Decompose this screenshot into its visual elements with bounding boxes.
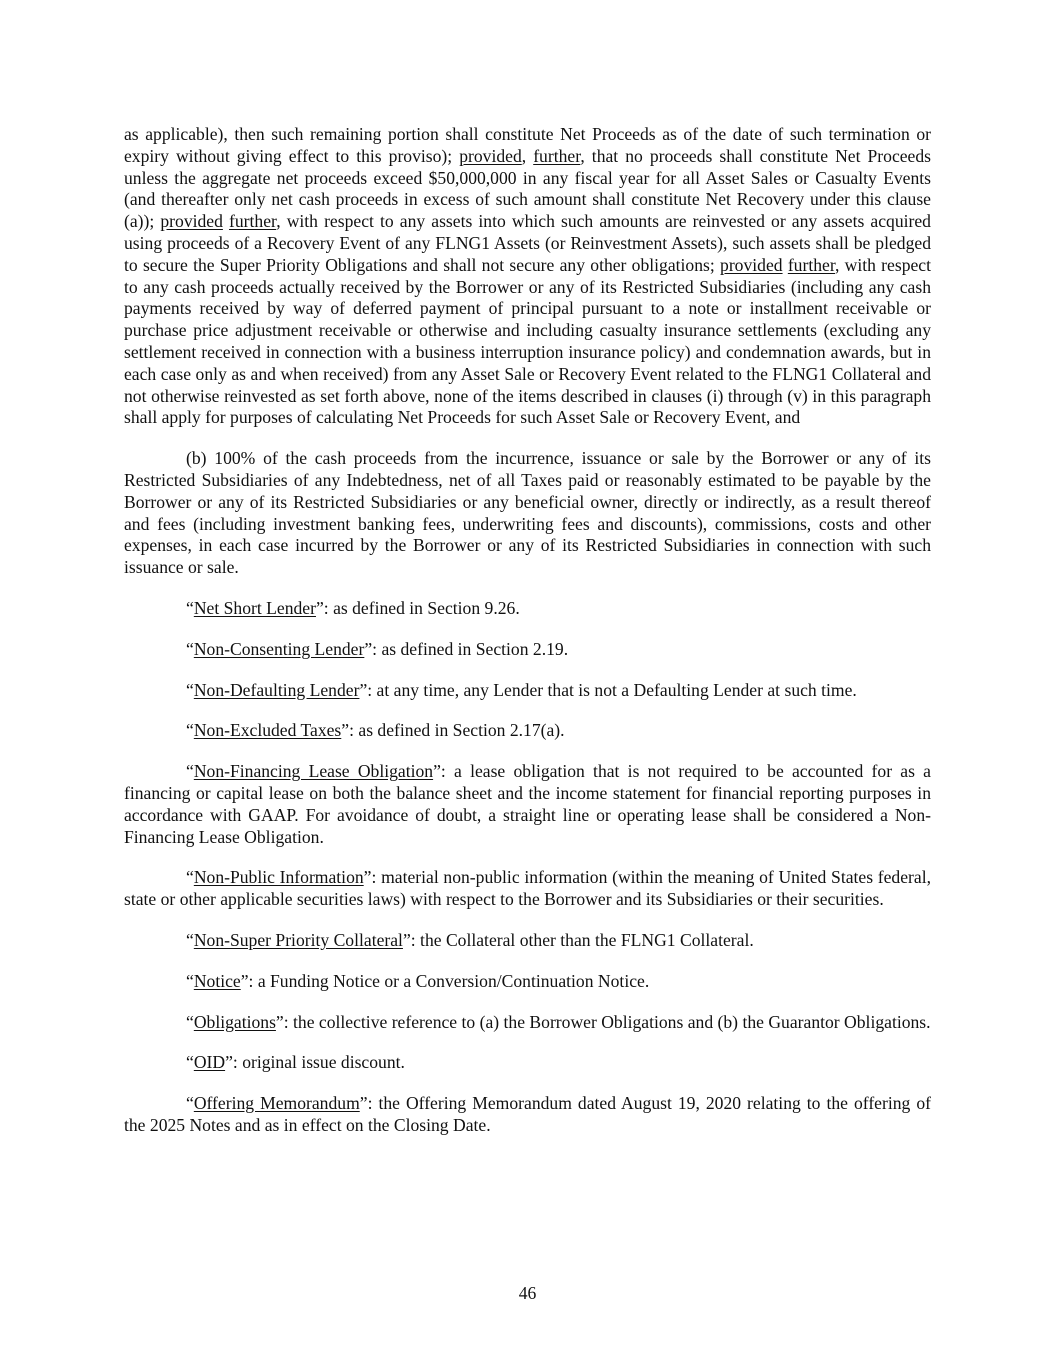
- definition-notice: [124, 971, 931, 993]
- definition-offering-memorandum: [124, 1093, 931, 1137]
- open-quote: “: [186, 720, 194, 741]
- definition-text: : at any time, any Lender that is not a Defaulting Lender at such time.: [367, 679, 857, 700]
- defined-term: Net Short Lender: [193, 597, 316, 618]
- defined-term: Non-Consenting Lender: [193, 638, 365, 659]
- net-proceeds-clause-a-continuation: [124, 124, 931, 429]
- provided-term: provided: [160, 211, 223, 232]
- defined-term: Non-Super Priority Collateral: [193, 929, 403, 950]
- provided-term: provided: [459, 145, 522, 166]
- open-quote: “: [186, 597, 194, 618]
- open-quote: “: [186, 929, 194, 950]
- definition-non-financing-lease-obligation: [124, 761, 931, 848]
- text-run: , with respect to any assets into which such amounts are reinvested or any assets acquired using proceeds of a Recovery Event of any FLNG1 Assets (or Reinvestment Assets), such assets shall be pledged to secure the Super Priority Obligations and shall not secure any other obligations;: [124, 211, 931, 275]
- definition-text: : as defined in Section 2.17(a).: [349, 720, 565, 741]
- definition-text: : as defined in Section 9.26.: [323, 597, 520, 618]
- close-quote: ”: [433, 761, 441, 782]
- close-quote: ”: [364, 638, 373, 659]
- close-quote: ”: [225, 1052, 233, 1073]
- close-quote: ”: [363, 867, 372, 888]
- text-run: ,: [521, 145, 534, 166]
- text-run: , with respect to any cash proceeds actually received by the Borrower or any of its Restricted Subsidiaries (including any cash payments received by way of deferred payment of principal pursuant to a note or installment receivable or purchase price adjustment receivable or otherwise and including casualty insurance settlements (excluding any settlement received in connection with a business interruption insurance policy) and condemnation awards, but in each case only as and when received) from any Asset Sale or Recovery Event related to the FLNG1 Collateral and not otherwise reinvested as set forth above, none of the items described in clauses (i) through (v) in this paragraph shall apply for purposes of calculating Net Proceeds for such Asset Sale or Recovery Event, and: [124, 254, 932, 428]
- definition-obligations: [124, 1012, 931, 1034]
- definition-non-consenting-lender: [124, 639, 931, 661]
- open-quote: “: [186, 679, 194, 700]
- document-page: [124, 124, 931, 1156]
- open-quote: “: [186, 1052, 194, 1073]
- defined-term: Non-Excluded Taxes: [193, 720, 342, 741]
- definition-non-public-information: [124, 867, 931, 911]
- close-quote: ”: [341, 720, 350, 741]
- close-quote: ”: [240, 970, 249, 991]
- close-quote: ”: [359, 679, 368, 700]
- open-quote: “: [186, 1093, 194, 1114]
- definition-text: : the collective reference to (a) the Borrower Obligations and (b) the Guarantor Obligations.: [283, 1011, 931, 1032]
- definition-text: : the Offering Memorandum dated August 19, 2020 relating to the offering of the 2025 Notes and as in effect on the Closing Date.: [124, 1093, 931, 1135]
- close-quote: ”: [315, 597, 324, 618]
- definition-non-excluded-taxes: [124, 720, 931, 742]
- definition-text: : material non-public information (within the meaning of United States federal, state or other applicable securities laws) with respect to the Borrower and its Subsidiaries or their securities.: [124, 867, 931, 910]
- defined-term: OID: [193, 1052, 226, 1073]
- text-run: , that no proceeds shall constitute Net Proceeds unless the aggregate net proceeds exceed $50,000,000 in any fiscal year for all Asset Sales or Casualty Events (and thereafter only net cash proceeds in excess of such amount shall constitute Net Recovery under this clause (a));: [124, 145, 932, 232]
- defined-term: Non-Public Information: [193, 867, 364, 888]
- close-quote: ”: [359, 1093, 368, 1114]
- text-run: as applicable), then such remaining portion shall constitute Net Proceeds as of the date of such termination or expiry without giving effect to this proviso);: [124, 124, 931, 166]
- further-term: further: [229, 211, 277, 232]
- definition-non-super-priority-collateral: [124, 930, 931, 952]
- further-term: further: [787, 254, 835, 275]
- definition-text: : as defined in Section 2.19.: [372, 638, 569, 659]
- net-proceeds-clause-b: (b) 100% of the cash proceeds from the incurrence, issuance or sale by the Borrower or any of its Restricted Subsidiaries of any Indebtedness, net of all Taxes paid or reasonably estimated to be payable by the Borrower or any of its Restricted Subsidiaries or any beneficial owner, directly or indirectly, as a result thereof and fees (including investment banking fees, underwriting fees and discounts), commissions, costs and other expenses, in each case incurred by the Borrower or any of its Restricted Subsidiaries in connection with such issuance or sale.: [124, 448, 931, 578]
- open-quote: “: [186, 1011, 194, 1032]
- definition-text: : the Collateral other than the FLNG1 Collateral.: [410, 929, 754, 950]
- definition-text: : a Funding Notice or a Conversion/Continuation Notice.: [248, 970, 650, 991]
- page-number: 46: [518, 1283, 537, 1303]
- further-term: further: [533, 145, 581, 166]
- defined-term: Notice: [193, 970, 241, 991]
- defined-term: Non-Financing Lease Obligation: [193, 761, 434, 782]
- provided-term: provided: [720, 254, 783, 275]
- defined-term: Obligations: [193, 1011, 276, 1032]
- defined-term: Offering Memorandum: [193, 1093, 360, 1114]
- open-quote: “: [186, 867, 194, 888]
- defined-term: Non-Defaulting Lender: [193, 679, 360, 700]
- open-quote: “: [186, 761, 194, 782]
- definition-net-short-lender: [124, 598, 931, 620]
- open-quote: “: [186, 638, 194, 659]
- close-quote: ”: [275, 1011, 284, 1032]
- definition-text: : a lease obligation that is not required to be accounted for as a financing or capital lease on both the balance sheet and the income statement for financial reporting purposes in accordance with GAAP. For avoidance of doubt, a straight line or operating lease shall be considered a Non-Financing Lease Obligation.: [124, 761, 931, 847]
- open-quote: “: [186, 970, 194, 991]
- definition-text: : original issue discount.: [232, 1052, 405, 1073]
- close-quote: ”: [402, 929, 411, 950]
- definition-oid: [124, 1052, 931, 1074]
- definition-non-defaulting-lender: [124, 680, 931, 702]
